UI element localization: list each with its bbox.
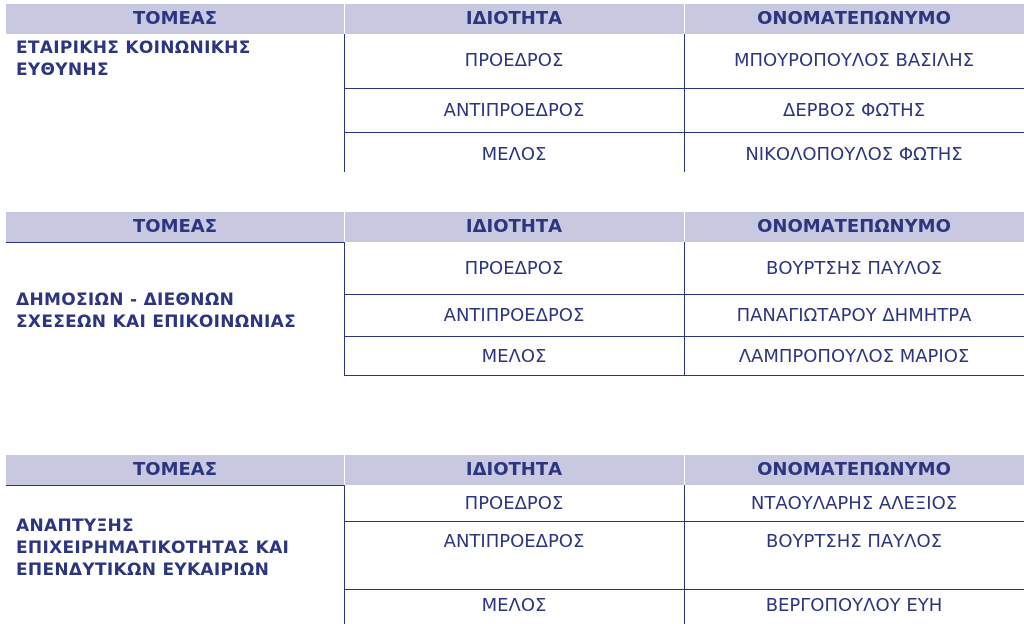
committee-table-1 bbox=[6, 4, 1024, 172]
cell-name: ΝΤΑΟΥΛΑΡΗΣ ΑΛΕΞΙΟΣ bbox=[750, 493, 958, 514]
cell-role: ΑΝΤΙΠΡΟΕΔΡΟΣ bbox=[443, 100, 585, 121]
header-name: ΟΝΟΜΑΤΕΠΩΝΥΜΟ bbox=[757, 216, 951, 237]
cell-name: ΔΕΡΒΟΣ ΦΩΤΗΣ bbox=[783, 100, 925, 121]
header-role: ΙΔΙΟΤΗΤΑ bbox=[465, 216, 563, 237]
cell-name: ΒΟΥΡΤΣΗΣ ΠΑΥΛΟΣ bbox=[765, 531, 943, 552]
sector-label: ΑΝΑΠΤΥΞΗΣ ΕΠΙΧΕΙΡΗΜΑΤΙΚΟΤΗΤΑΣ ΚΑΙ ΕΠΕΝΔΥΤΙΚΩΝ ΕΥΚΑΙΡΙΩΝ bbox=[16, 516, 290, 580]
table-header bbox=[6, 212, 1024, 242]
cell-role: ΠΡΟΕΔΡΟΣ bbox=[464, 50, 564, 71]
cell-name: ΒΟΥΡΤΣΗΣ ΠΑΥΛΟΣ bbox=[765, 258, 943, 279]
cell-name: ΛΑΜΠΡΟΠΟΥΛΟΣ ΜΑΡΙΟΣ bbox=[738, 346, 970, 367]
cell-role: ΜΕΛΟΣ bbox=[481, 595, 547, 616]
sector-label: ΔΗΜΟΣΙΩΝ - ΔΙΕΘΝΩΝ ΣΧΕΣΕΩΝ ΚΑΙ ΕΠΙΚΟΙΝΩΝΙΑΣ bbox=[16, 290, 297, 332]
header-role: ΙΔΙΟΤΗΤΑ bbox=[465, 459, 563, 480]
header-name: ΟΝΟΜΑΤΕΠΩΝΥΜΟ bbox=[757, 8, 951, 29]
committee-table-2 bbox=[6, 212, 1024, 378]
table-header bbox=[6, 4, 1024, 34]
header-sector: ΤΟΜΕΑΣ bbox=[132, 216, 217, 237]
header-role: ΙΔΙΟΤΗΤΑ bbox=[465, 8, 563, 29]
cell-role: ΑΝΤΙΠΡΟΕΔΡΟΣ bbox=[443, 305, 585, 326]
cell-role: ΠΡΟΕΔΡΟΣ bbox=[464, 493, 564, 514]
header-sector: ΤΟΜΕΑΣ bbox=[132, 8, 217, 29]
sector-label: ΕΤΑΙΡΙΚΗΣ ΚΟΙΝΩΝΙΚΗΣ ΕΥΘΥΝΗΣ bbox=[16, 38, 251, 80]
cell-role: ΜΕΛΟΣ bbox=[481, 346, 547, 367]
cell-role: ΜΕΛΟΣ bbox=[481, 144, 547, 165]
committee-table-3 bbox=[6, 455, 1024, 624]
cell-role: ΠΡΟΕΔΡΟΣ bbox=[464, 258, 564, 279]
cell-role: ΑΝΤΙΠΡΟΕΔΡΟΣ bbox=[443, 531, 585, 552]
table-header bbox=[6, 455, 1024, 485]
cell-name: ΠΑΝΑΓΙΩΤΑΡΟΥ ΔΗΜΗΤΡΑ bbox=[736, 305, 972, 326]
cell-name: ΒΕΡΓΟΠΟΥΛΟΥ ΕΥΗ bbox=[765, 595, 943, 616]
header-name: ΟΝΟΜΑΤΕΠΩΝΥΜΟ bbox=[757, 459, 951, 480]
header-sector: ΤΟΜΕΑΣ bbox=[132, 459, 217, 480]
cell-name: ΜΠΟΥΡΟΠΟΥΛΟΣ ΒΑΣΙΛΗΣ bbox=[733, 50, 975, 71]
cell-name: ΝΙΚΟΛΟΠΟΥΛΟΣ ΦΩΤΗΣ bbox=[745, 144, 963, 165]
